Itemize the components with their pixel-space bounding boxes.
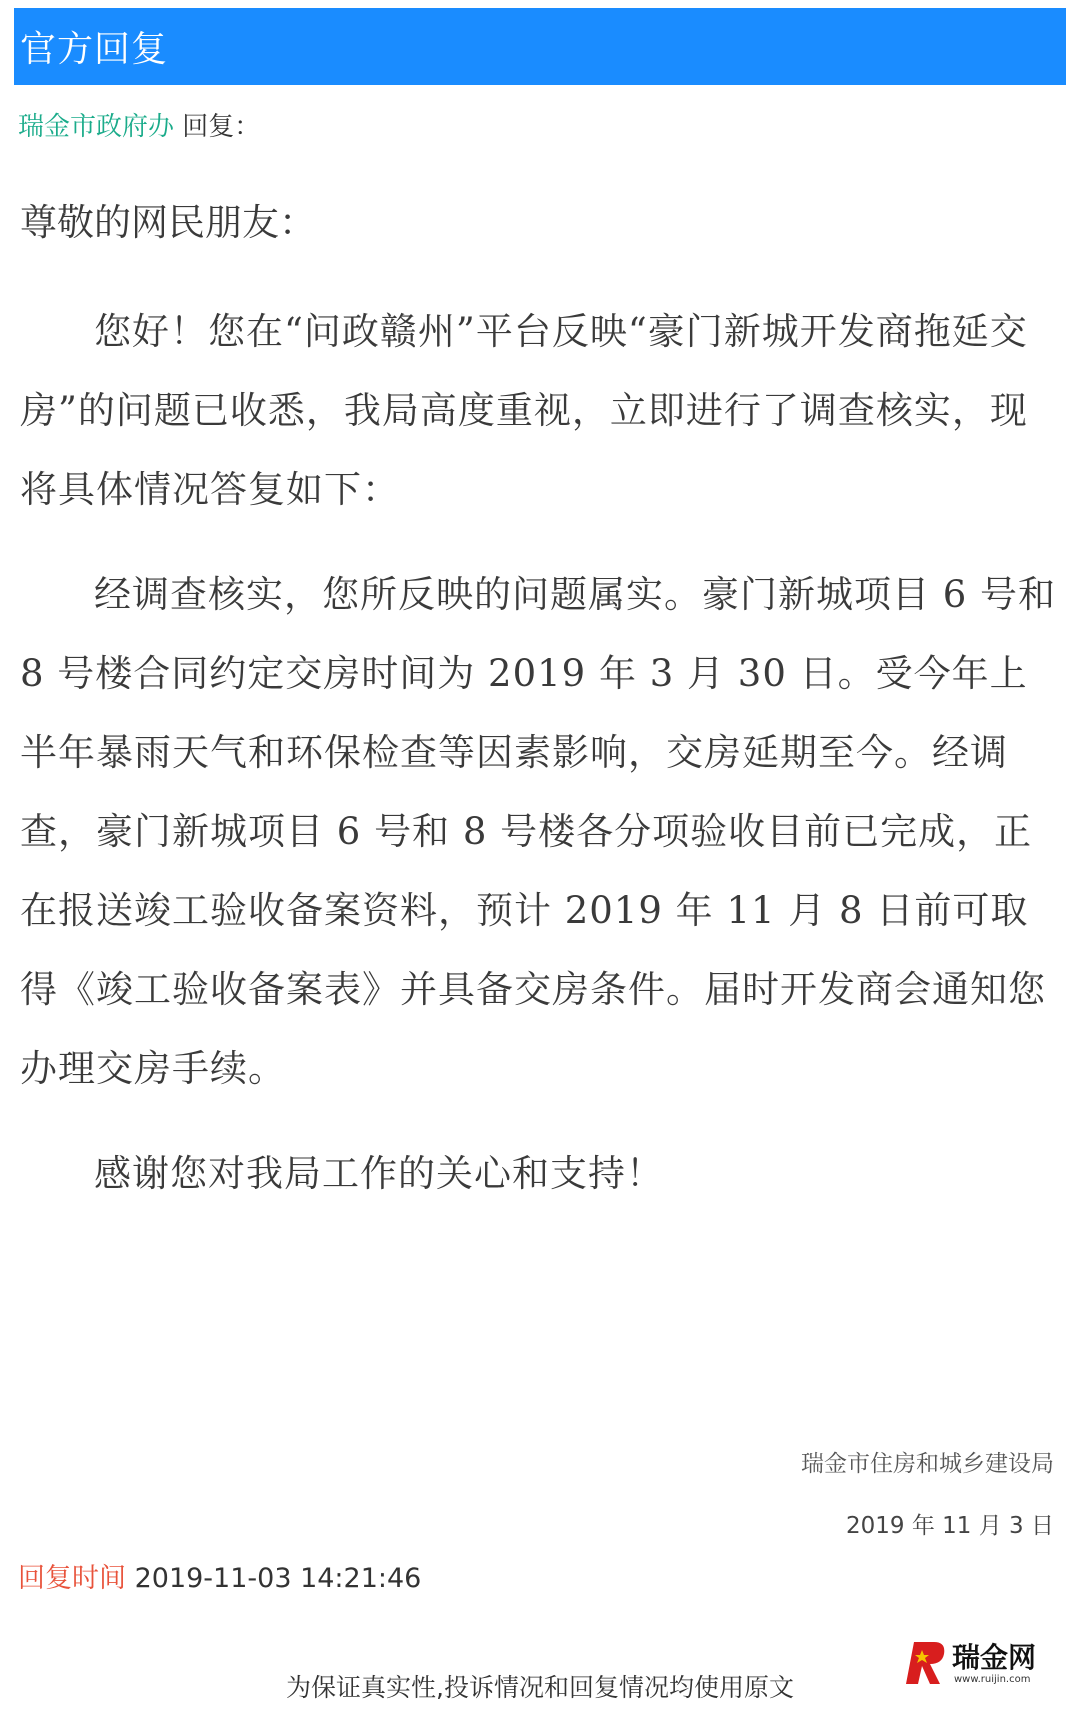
reply-suffix: 回复： bbox=[174, 112, 261, 142]
letter-paragraph: 感谢您对我局工作的关心和支持！ bbox=[94, 1152, 664, 1195]
reply-meta bbox=[18, 106, 260, 143]
reply-time-label: 回复时间 bbox=[18, 1563, 126, 1594]
ruijin-logo-icon bbox=[900, 1636, 952, 1688]
letter-greeting: 尊敬的网民朋友： bbox=[20, 201, 316, 244]
footer-note: 为保证真实性,投诉情况和回复情况均使用原文 bbox=[286, 1673, 794, 1702]
reply-time bbox=[18, 1556, 421, 1595]
reply-org-link[interactable]: 瑞金市政府办 bbox=[18, 112, 175, 142]
reply-time-value: 2019-11-03 14:21:46 bbox=[126, 1563, 422, 1594]
reply-letter bbox=[20, 198, 1060, 1239]
watermark-name: 瑞金网 bbox=[952, 1641, 1037, 1674]
letter-paragraph: 您好！您在“问政赣州”平台反映“豪门新城开发商拖延交房”的问题已收悉，我局高度重视，立即进行了调查核实，现将具体情况答复如下： bbox=[20, 310, 1028, 511]
watermark bbox=[900, 1636, 1060, 1696]
page-title: 官方回复 bbox=[20, 29, 169, 70]
header-bar bbox=[14, 8, 1066, 85]
letter-paragraph: 经调查核实，您所反映的问题属实。豪门新城项目 6 号和 8 号楼合同约定交房时间为 2019 年 3 月 30 日。受今年上半年暴雨天气和环保检查等因素影响，交房延期至今。经调查，豪门新城项目 6 号和 8 号楼各分项验收目前已完成，正在报送竣工验收备案资料，预计 2019 年 11 月 8 日前可取得《竣工验收备案表》并具备交房条件。届时开发商会通知您办理交房手续。 bbox=[20, 573, 1057, 1090]
letter-date: 2019 年 11 月 3 日 bbox=[846, 1513, 1054, 1539]
watermark-url: www.ruijin.com bbox=[954, 1674, 1031, 1685]
letter-signature: 瑞金市住房和城乡建设局 bbox=[801, 1451, 1054, 1477]
